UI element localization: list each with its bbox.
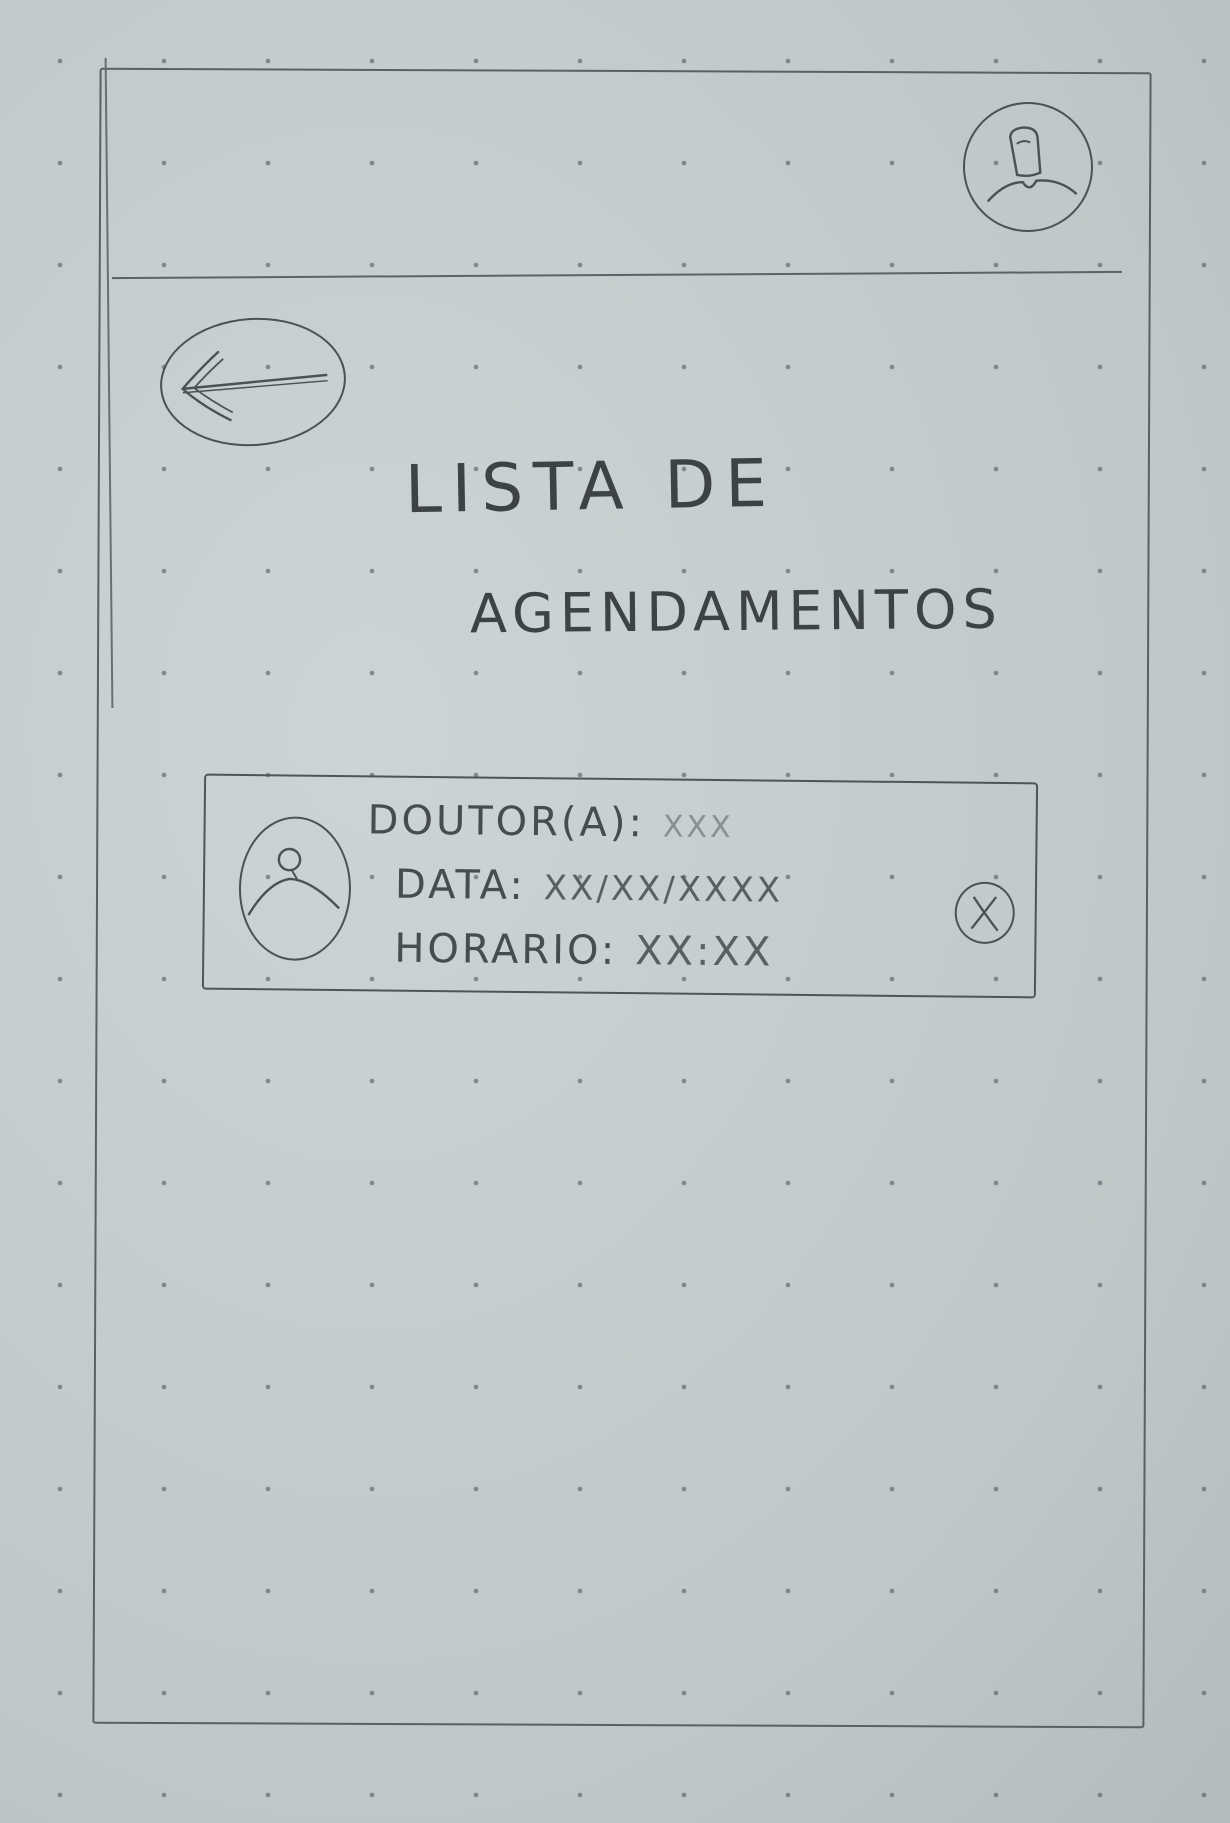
user-icon [240,818,349,959]
date-row [395,862,784,912]
page-title-line-2: AGENDAMENTOS [469,577,1004,646]
doctor-value: XXX [662,809,734,846]
page-title-line-1: LISTA DE [404,444,778,529]
time-row [394,926,774,976]
doctor-avatar [238,816,352,961]
time-label: HORARIO: [394,925,618,974]
profile-button[interactable] [957,96,1100,239]
cancel-appointment-button[interactable] [954,882,1015,945]
doctor-label: DOUTOR(A): [367,797,646,847]
close-icon [956,884,1013,943]
date-value: XX/XX/XXXX [543,868,784,911]
back-button[interactable] [156,312,350,453]
arrow-left-icon [158,314,348,450]
user-icon [959,98,1097,236]
doctor-row [367,797,733,847]
appointment-card [202,774,1038,999]
date-label: DATA: [394,861,527,910]
time-value: XX:XX [635,928,774,976]
